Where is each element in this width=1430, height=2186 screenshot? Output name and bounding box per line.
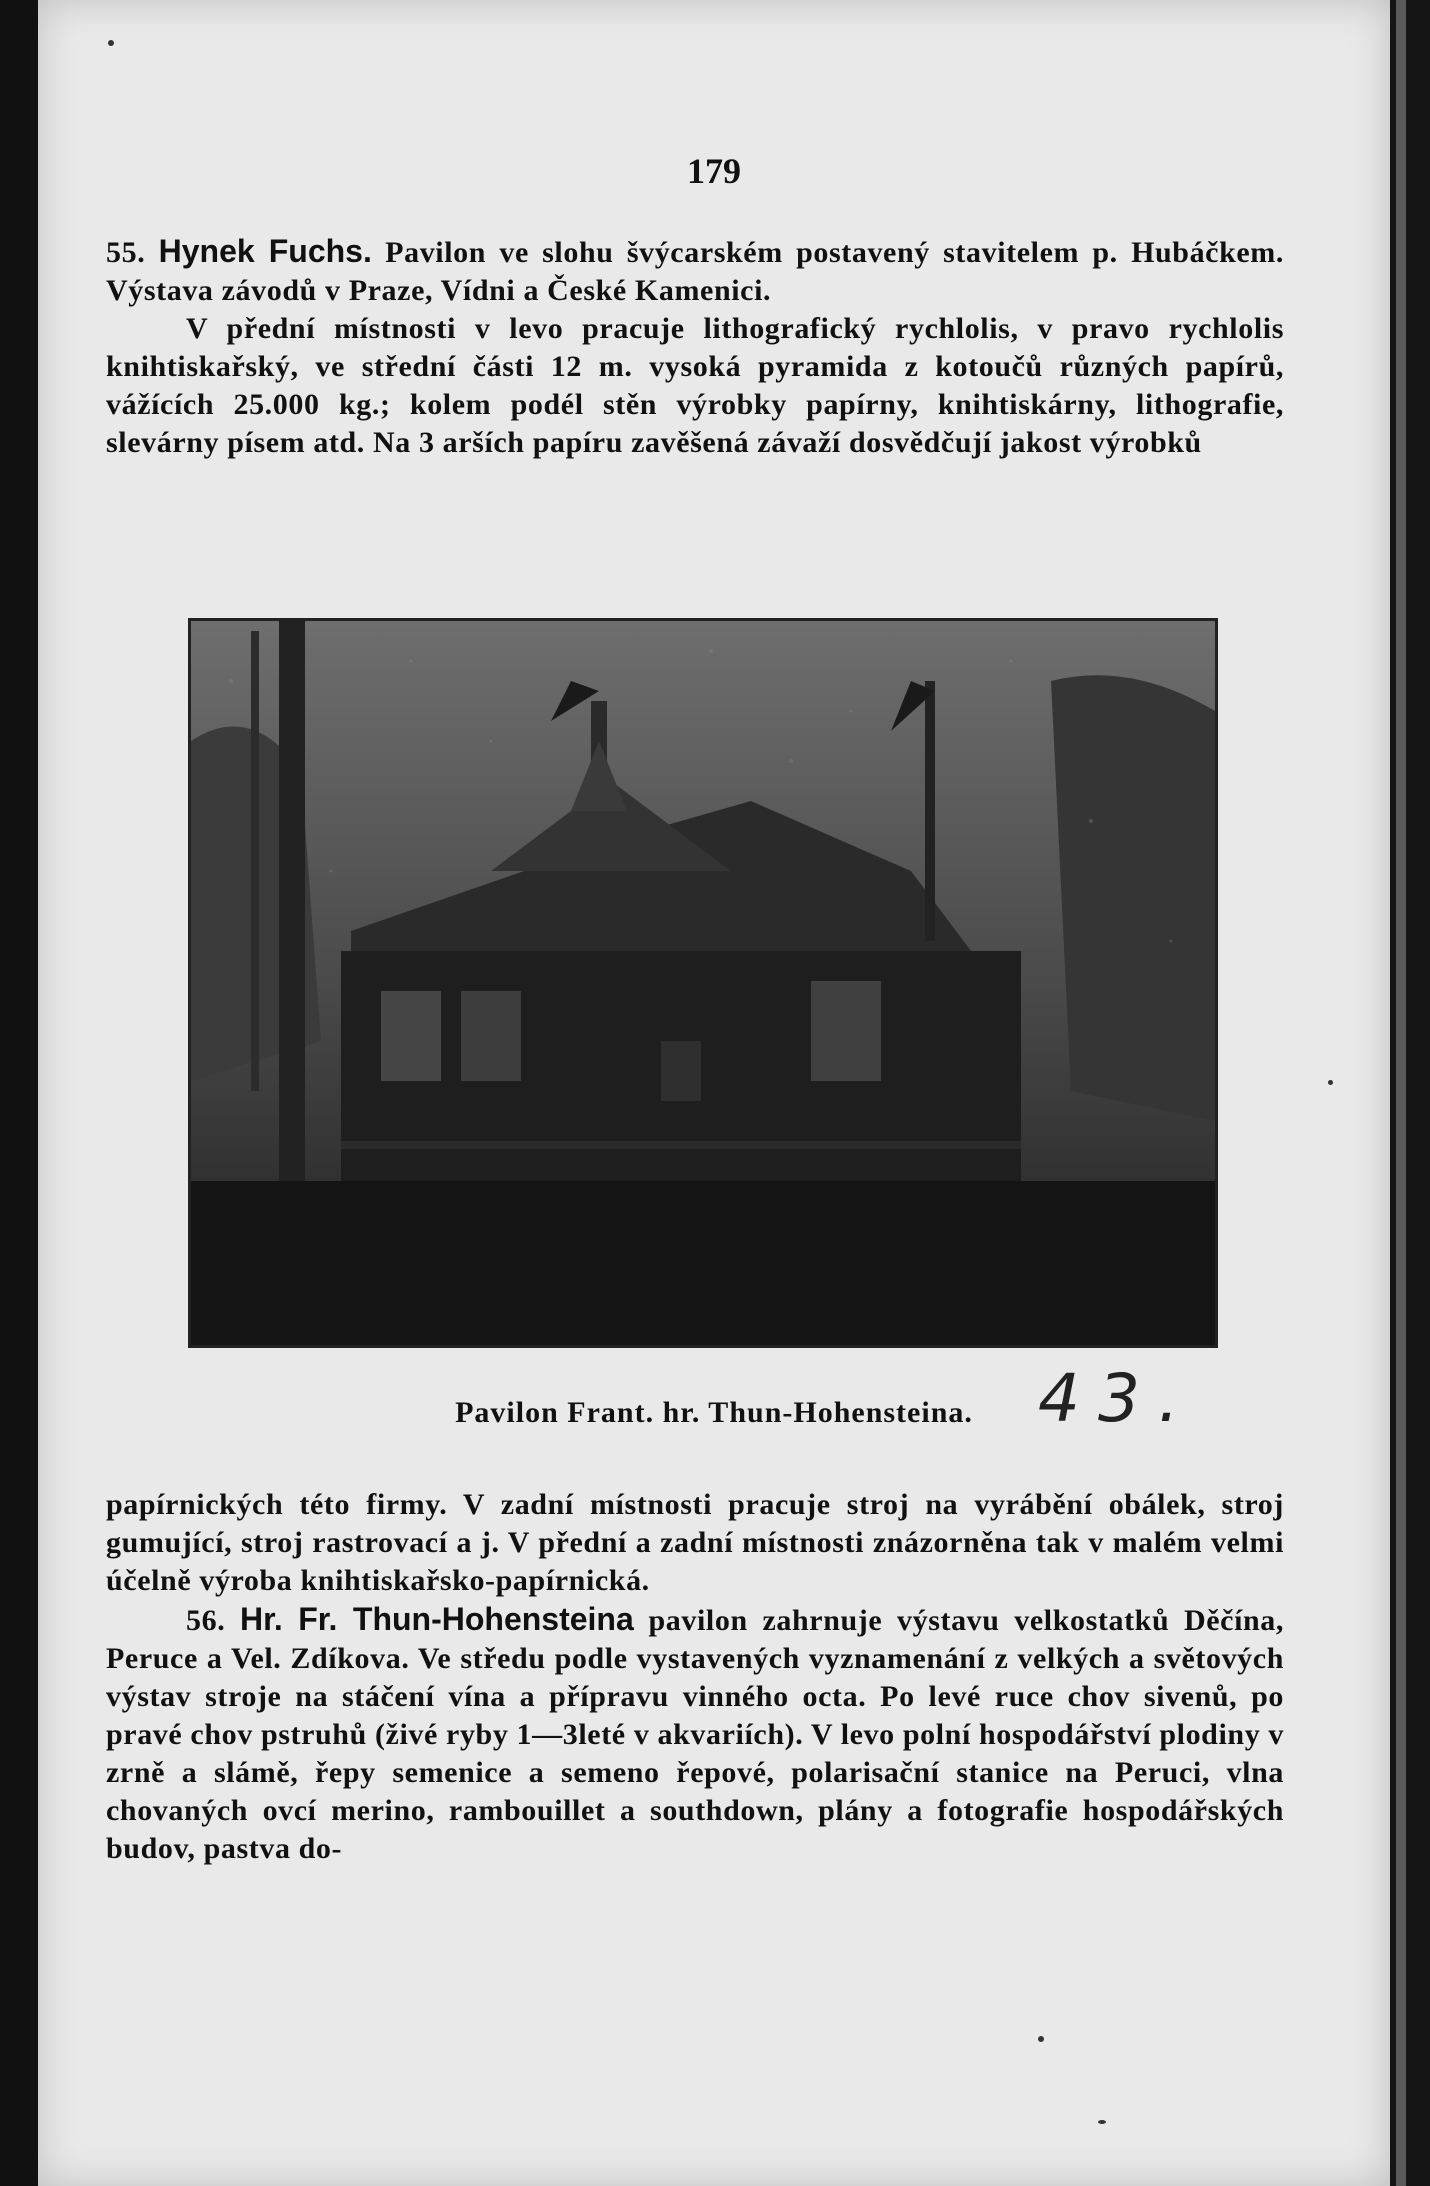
- scan-speck: [108, 40, 114, 46]
- entry-56-name: Hr. Fr. Thun-Hohensteina: [240, 1601, 634, 1637]
- continuation-and-entry-56: [106, 1486, 1284, 1868]
- pavilion-photograph: [188, 618, 1218, 1348]
- scan-speck: [1098, 2120, 1106, 2124]
- scan-speck: [1038, 2036, 1044, 2042]
- entry-55-text: Pavilon ve slohu švýcarském postavený stavitelem p. Hubáčkem. Výstava závodů v Praze, Vídni a České Kamenici.: [106, 236, 1284, 307]
- page-number: 179: [687, 151, 741, 191]
- photo-caption: Pavilon Frant. hr. Thun-Hohensteina.: [455, 1396, 973, 1429]
- entry-55-name: Hynek Fuchs.: [158, 233, 372, 269]
- entry-55-paragraph-1: [106, 232, 1284, 310]
- entry-55: [106, 232, 1284, 462]
- book-page: [38, 0, 1390, 2186]
- scan-speck: [1328, 1080, 1333, 1085]
- entry-55-number: 55.: [106, 236, 146, 269]
- entry-56-paragraph: [106, 1600, 1284, 1868]
- scan-right-edge: [1390, 0, 1430, 2186]
- handwritten-note: 43.: [1038, 1360, 1197, 1437]
- entry-55-paragraph-2: V přední místnosti v levo pracuje lithografický rychlolis, v pravo rychlolis knihtiskařský, ve střední části 12 m. vysoká pyramida z kotoučů různých papírů, vážících 25.000 kg.; kolem podél stěn výrobky papírny, knihtiskárny, lithografie, slevárny písem atd. Na 3 arších papíru zavěšená závaží dosvědčují jakost výrobků: [106, 312, 1284, 459]
- scan-left-edge: [0, 0, 38, 2186]
- pavilion-photo-illustration: [191, 621, 1215, 1345]
- entry-56-number: 56.: [186, 1604, 226, 1637]
- entry-55-continuation: papírnických této firmy. V zadní místnosti pracuje stroj na vyrábění obálek, stroj gumující, stroj rastrovací a j. V přední a zadní místnosti znázorněna tak v malém velmi účelně výroba knihtiskařsko-papírnická.: [106, 1488, 1284, 1597]
- entry-56-text: pavilon zahrnuje výstavu velkostatků Děčína, Peruce a Vel. Zdíkova. Ve středu podle vystavených vyznamenání z velkých a světových výstav stroje na stáčení vína a přípravu vinného octa. Po levé ruce chov sivenů, po pravé chov pstruhů (živé ryby 1—3leté v akvariích). V levo polní hospodářství plodiny v zrně a slámě, řepy semenice a semeno řepové, polarisační stanice na Peruci, vlna chovaných ovcí merino, rambouillet a southdown, plány a fotografie hospodářských budov, pastva do-: [106, 1604, 1284, 1865]
